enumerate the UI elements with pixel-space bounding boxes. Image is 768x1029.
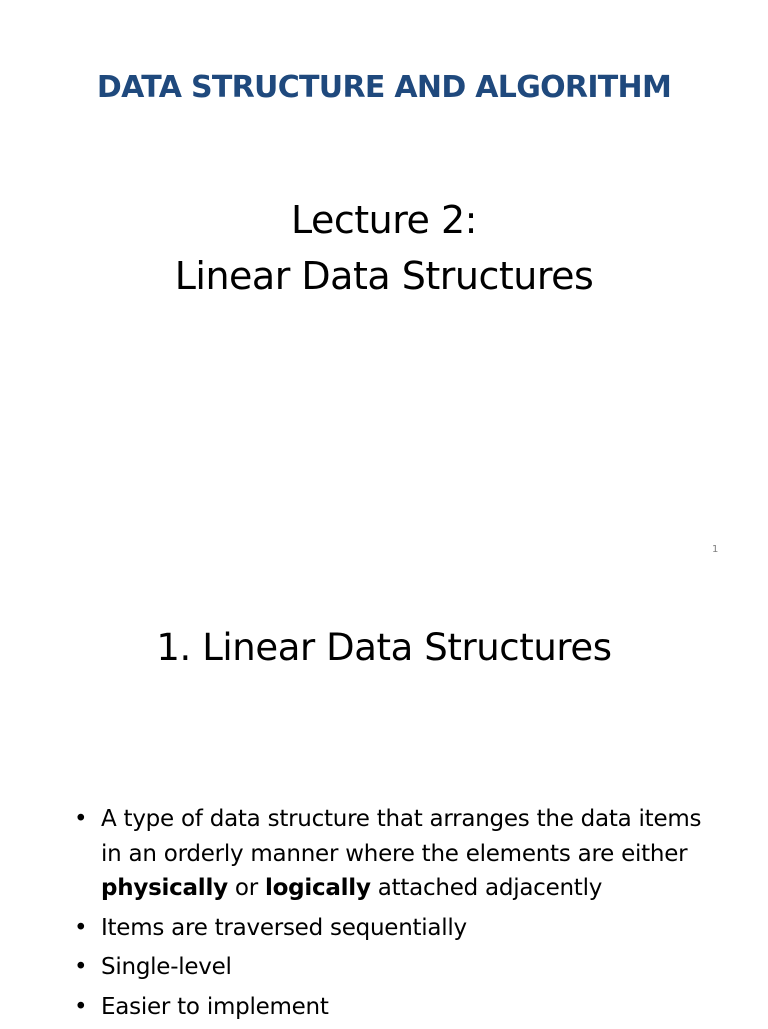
section-heading: 1. Linear Data Structures: [156, 626, 612, 669]
bullet-text: A type of data structure that arranges the data items in an orderly manner where the elements are either: [101, 806, 702, 867]
page-number: 1: [712, 544, 719, 555]
lecture-topic: Linear Data Structures: [174, 254, 594, 298]
slide-2: [0, 576, 768, 1024]
bullet-icon: •: [74, 993, 88, 1020]
bold-term-physically: physically: [101, 875, 228, 901]
bullet-icon: •: [74, 954, 88, 980]
bullet-text-end: attached adjacently: [370, 875, 603, 901]
course-title: DATA STRUCTURE AND ALGORITHM: [96, 70, 672, 105]
bullet-item: [70, 950, 710, 985]
lecture-title: [0, 192, 768, 304]
bullet-text: Items are traversed sequentially: [101, 914, 467, 941]
bullet-icon: •: [74, 806, 88, 832]
bullet-text: Single-level: [101, 954, 232, 980]
bullet-list: [70, 802, 710, 1029]
bold-term-logically: logically: [264, 875, 371, 901]
lecture-number: Lecture 2:: [291, 198, 477, 242]
bullet-item: [70, 911, 710, 946]
bullet-item: [70, 990, 710, 1025]
bullet-icon: •: [74, 914, 88, 941]
bullet-text-connector: or: [227, 875, 265, 901]
bullet-item: [70, 802, 710, 906]
bullet-text: Easier to implement: [101, 993, 329, 1020]
